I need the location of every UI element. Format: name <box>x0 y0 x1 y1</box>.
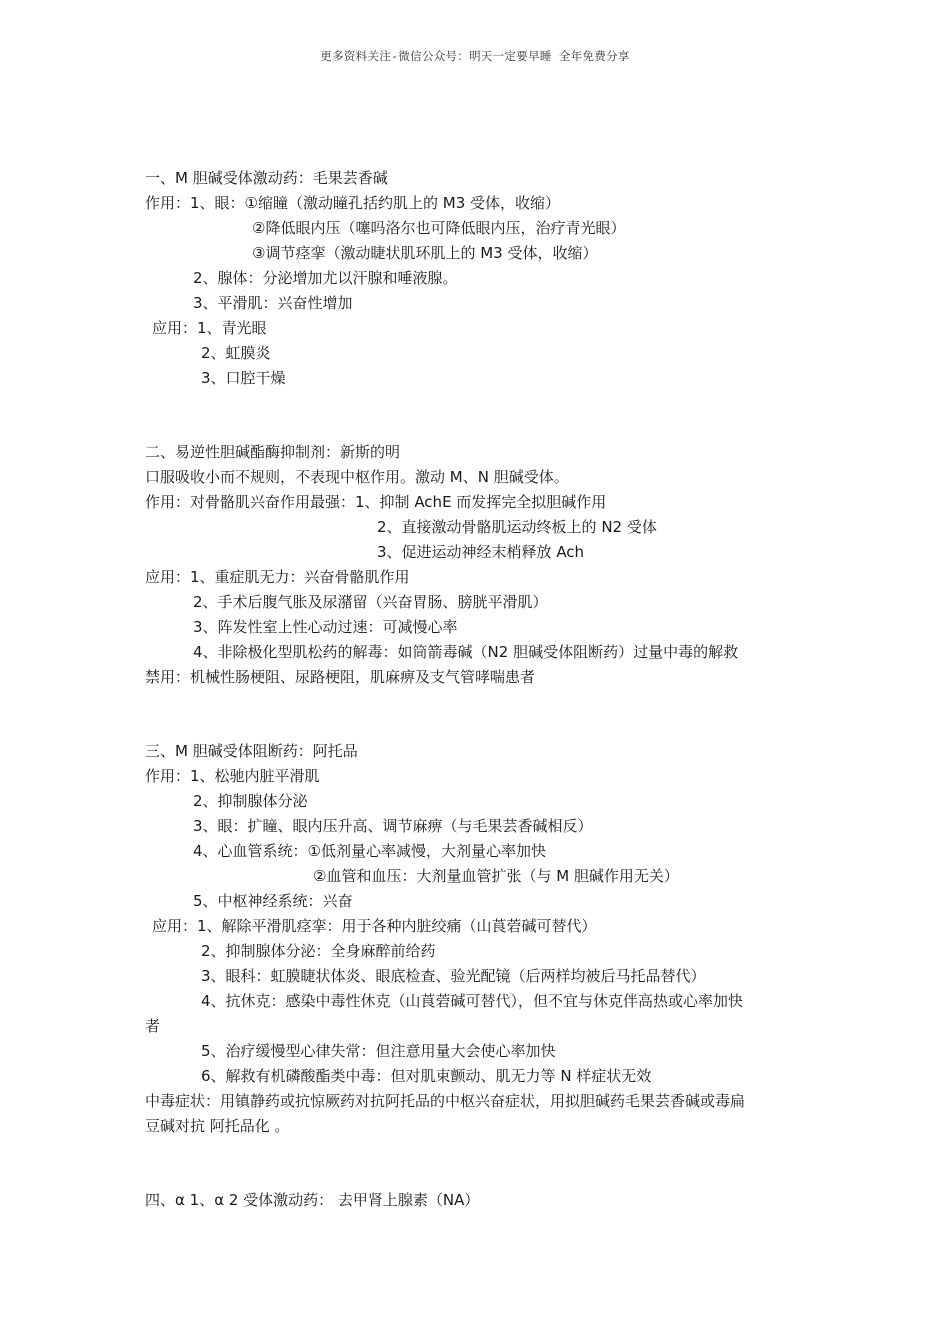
text-line: 应用：1、青光眼 <box>152 319 267 337</box>
text-line: 6、解救有机磷酸酯类中毒：但对肌束颤动、肌无力等 N 样症状无效 <box>201 1067 652 1085</box>
text-line: 2、抑制腺体分泌：全身麻醉前给药 <box>201 942 436 960</box>
text-line: 5、中枢神经系统：兴奋 <box>193 892 353 910</box>
text-line: 豆碱对抗 阿托品化 。 <box>145 1117 290 1135</box>
text-line: 3、促进运动神经末梢释放 Ach <box>377 543 585 561</box>
section-2-title: 二、易逆性胆碱酯酶抑制剂：新斯的明 <box>145 443 401 461</box>
text-line: 禁用：机械性肠梗阻、尿路梗阻，肌麻痹及支气管哮喘患者 <box>145 668 536 686</box>
text-line: 3、眼：扩瞳、眼内压升高、调节麻痹（与毛果芸香碱相反） <box>193 817 593 835</box>
text-line: 作用：1、松驰内脏平滑肌 <box>145 767 320 785</box>
text-line: 3、眼科：虹膜睫状体炎、眼底检查、验光配镜（后两样均被后马托品替代） <box>201 967 706 985</box>
text-line: 3、口腔干燥 <box>201 369 286 387</box>
page-header: 更多资料关注-微信公众号：明天一定要早睡 全年免费分享 <box>320 49 630 63</box>
text-line: 口服吸收小而不规则，不表现中枢作用。激动 M、N 胆碱受体。 <box>145 468 569 486</box>
text-line: 作用：对骨骼肌兴奋作用最强：1、抑制 AchE 而发挥完全拟胆碱作用 <box>145 493 607 511</box>
text-line: 4、抗休克：感染中毒性休克（山莨菪碱可替代），但不宜与休克伴高热或心率加快 <box>201 992 744 1010</box>
section-3-title: 三、M 胆碱受体阻断药：阿托品 <box>145 742 358 760</box>
text-line: 2、手术后腹气胀及尿潴留（兴奋胃肠、膀胱平滑肌） <box>193 593 548 611</box>
text-line: 中毒症状：用镇静药或抗惊厥药对抗阿托品的中枢兴奋症状，用拟胆碱药毛果芸香碱或毒扁 <box>145 1092 746 1110</box>
text-line: ③调节痉挛（激动睫状肌环肌上的 M3 受体，收缩） <box>252 244 598 262</box>
text-line: 2、直接激动骨骼肌运动终板上的 N2 受体 <box>377 518 657 536</box>
section-1-title: 一、M 胆碱受体激动药：毛果芸香碱 <box>145 169 388 187</box>
text-line: 者 <box>145 1017 161 1035</box>
text-line: 作用：1、眼：①缩瞳（激动瞳孔括约肌上的 M3 受体，收缩） <box>145 194 561 212</box>
text-line: 3、平滑肌：兴奋性增加 <box>193 294 353 312</box>
text-line: 2、虹膜炎 <box>201 344 271 362</box>
text-line: 应用：1、解除平滑肌痉挛：用于各种内脏绞痛（山莨菪碱可替代） <box>152 917 597 935</box>
text-line: 4、非除极化型肌松药的解毒：如筒箭毒碱（N2 胆碱受体阻断药）过量中毒的解救 <box>193 643 739 661</box>
text-line: 2、抑制腺体分泌 <box>193 792 308 810</box>
text-line: ②血管和血压：大剂量血管扩张（与 M 胆碱作用无关） <box>313 867 679 885</box>
text-line: 5、治疗缓慢型心律失常：但注意用量大会使心率加快 <box>201 1042 556 1060</box>
text-line: 3、阵发性室上性心动过速：可减慢心率 <box>193 618 458 636</box>
section-4-title: 四、α 1、α 2 受体激动药： 去甲肾上腺素（NA） <box>145 1191 480 1209</box>
text-line: 4、心血管系统：①低剂量心率减慢，大剂量心率加快 <box>193 842 546 860</box>
text-line: ②降低眼内压（噻吗洛尔也可降低眼内压，治疗青光眼） <box>252 219 626 237</box>
text-line: 应用：1、重症肌无力：兴奋骨骼肌作用 <box>145 568 410 586</box>
text-line: 2、腺体：分泌增加尤以汗腺和唾液腺。 <box>193 269 458 287</box>
